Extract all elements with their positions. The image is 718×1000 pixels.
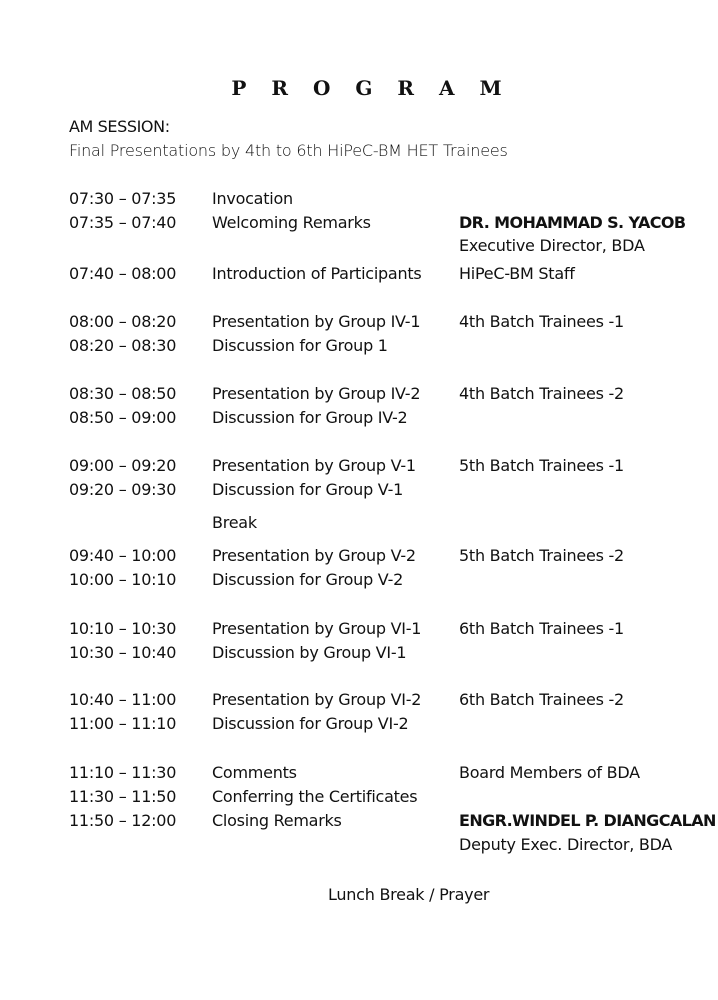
time-slot: 10:30 – 10:40 (69, 643, 177, 662)
schedule-row (0, 690, 718, 714)
time-slot: 08:50 – 09:00 (69, 408, 177, 427)
time-slot: 07:40 – 08:00 (69, 264, 177, 283)
activity: Invocation (212, 189, 293, 208)
time-slot: 09:40 – 10:00 (69, 546, 177, 565)
program-title: P R O G R A M (231, 76, 511, 100)
time-slot: 10:10 – 10:30 (69, 619, 177, 638)
time-slot: 11:50 – 12:00 (69, 811, 177, 830)
schedule-row (0, 456, 718, 480)
time-slot: 08:30 – 08:50 (69, 384, 177, 403)
schedule-row (0, 763, 718, 787)
activity: Break (212, 513, 257, 532)
presenter: 5th Batch Trainees -2 (459, 546, 624, 565)
presenter-name: DR. MOHAMMAD S. YACOB (459, 213, 686, 232)
activity: Discussion for Group 1 (212, 336, 388, 355)
time-slot: 07:30 – 07:35 (69, 189, 177, 208)
session-subtitle: Final Presentations by 4th to 6th HiPeC-BM HET Trainees (69, 141, 508, 160)
time-slot: 11:00 – 11:10 (69, 714, 177, 733)
activity: Discussion by Group VI-1 (212, 643, 407, 662)
presenter: HiPeC-BM Staff (459, 264, 575, 283)
activity: Presentation by Group VI-2 (212, 690, 422, 709)
presenter: 5th Batch Trainees -1 (459, 456, 624, 475)
schedule-row (0, 312, 718, 336)
schedule-row (0, 643, 718, 667)
time-slot: 11:30 – 11:50 (69, 787, 177, 806)
activity: Closing Remarks (212, 811, 342, 830)
schedule-row (0, 264, 718, 288)
activity: Discussion for Group VI-2 (212, 714, 409, 733)
activity: Presentation by Group IV-2 (212, 384, 421, 403)
activity: Welcoming Remarks (212, 213, 371, 232)
activity: Comments (212, 763, 297, 782)
break-row (0, 513, 718, 537)
activity: Discussion for Group V-1 (212, 480, 404, 499)
time-slot: 09:00 – 09:20 (69, 456, 177, 475)
activity: Presentation by Group V-1 (212, 456, 416, 475)
time-slot: 09:20 – 09:30 (69, 480, 177, 499)
activity: Conferring the Certificates (212, 787, 418, 806)
lunch-break-note: Lunch Break / Prayer (328, 885, 490, 904)
activity: Discussion for Group IV-2 (212, 408, 408, 427)
time-slot: 08:20 – 08:30 (69, 336, 177, 355)
activity: Introduction of Participants (212, 264, 422, 283)
schedule-row (0, 384, 718, 408)
presenter-name: ENGR.WINDEL P. DIANGCALAN (459, 811, 716, 830)
time-slot: 07:35 – 07:40 (69, 213, 177, 232)
schedule-row (0, 546, 718, 570)
time-slot: 11:10 – 11:30 (69, 763, 177, 782)
activity: Discussion for Group V-2 (212, 570, 404, 589)
time-slot: 10:40 – 11:00 (69, 690, 177, 709)
session-label: AM SESSION: (69, 117, 170, 136)
presenter-title: Deputy Exec. Director, BDA (459, 835, 673, 854)
schedule-row (0, 336, 718, 360)
presenter: 6th Batch Trainees -1 (459, 619, 624, 638)
presenter-title: Executive Director, BDA (459, 236, 645, 255)
schedule-row (0, 213, 718, 237)
schedule-row (0, 619, 718, 643)
schedule-row (0, 189, 718, 213)
schedule-row (0, 408, 718, 432)
time-slot: 10:00 – 10:10 (69, 570, 177, 589)
activity: Presentation by Group IV-1 (212, 312, 421, 331)
schedule-row (0, 480, 718, 504)
schedule-row (0, 811, 718, 835)
presenter: Board Members of BDA (459, 763, 640, 782)
presenter: 4th Batch Trainees -1 (459, 312, 624, 331)
schedule-row (0, 787, 718, 811)
activity: Presentation by Group VI-1 (212, 619, 422, 638)
schedule-row (0, 714, 718, 738)
presenter: 6th Batch Trainees -2 (459, 690, 624, 709)
presenter: 4th Batch Trainees -2 (459, 384, 624, 403)
schedule-row (0, 570, 718, 594)
activity: Presentation by Group V-2 (212, 546, 416, 565)
time-slot: 08:00 – 08:20 (69, 312, 177, 331)
